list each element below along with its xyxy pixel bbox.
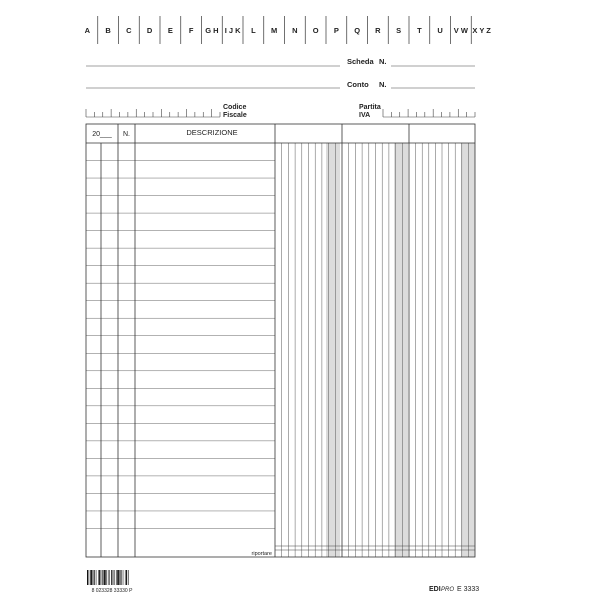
ledger-row-lines [86, 161, 275, 529]
barcode-bar [102, 570, 103, 585]
alphabet-tab[interactable]: P [333, 26, 339, 35]
barcode-bar [87, 570, 88, 585]
scheda-label: Scheda [347, 57, 374, 66]
partita-iva-boxes [383, 109, 475, 117]
year-header: 20___ [92, 131, 112, 138]
barcode-bar [126, 570, 127, 585]
barcode-bar [117, 570, 119, 585]
ledger-table [86, 124, 475, 557]
fiscale-label: Fiscale [223, 112, 247, 119]
conto-label: Conto [347, 80, 369, 89]
barcode-bar [109, 570, 110, 585]
shaded-column [461, 143, 475, 557]
shaded-column [326, 143, 340, 557]
alphabet-tab[interactable]: X Y Z [472, 26, 491, 35]
iva-label: IVA [359, 112, 371, 119]
shaded-column [394, 143, 408, 557]
barcode-bar [98, 570, 99, 585]
barcode-bar [99, 570, 100, 585]
barcode-bar [111, 570, 112, 585]
alphabet-tab[interactable]: V W [453, 26, 468, 35]
barcode-bar [121, 570, 122, 585]
barcode-bar [89, 570, 90, 585]
alphabet-tab[interactable]: M [271, 26, 278, 35]
barcode-bar [101, 570, 102, 585]
alphabet-tab[interactable]: N [292, 26, 298, 35]
description-header: DESCRIZIONE [186, 128, 238, 137]
alphabet-tab[interactable]: O [312, 26, 319, 35]
amount-digit-columns [282, 143, 469, 557]
alphabet-tab[interactable]: S [396, 26, 402, 35]
alphabet-tab[interactable]: L [251, 26, 256, 35]
alphabet-tab[interactable]: Q [354, 26, 361, 35]
barcode-bar [94, 570, 95, 585]
alphabet-tab[interactable]: R [375, 26, 381, 35]
codice-label: Codice [223, 104, 247, 111]
scheda-number-label: N. [379, 57, 387, 66]
alphabet-index [85, 16, 492, 44]
barcode-icon [87, 570, 129, 585]
alphabet-tab[interactable]: I J K [224, 26, 241, 35]
brand-suffix: PRO [441, 587, 455, 593]
partita-label: Partita [359, 104, 381, 111]
alphabet-tab[interactable]: G H [205, 26, 219, 35]
codice-fiscale-boxes [86, 109, 220, 117]
barcode-bar [96, 570, 97, 585]
table-frame [86, 124, 475, 557]
barcode-bar [104, 570, 106, 585]
barcode-digits: 8 023328 33330 P [91, 588, 133, 594]
barcode-bar [116, 570, 117, 585]
alphabet-tab[interactable]: E [167, 26, 173, 35]
barcode-bar [93, 570, 94, 585]
product-code: E 3333 [457, 586, 480, 593]
barcode-bar [128, 570, 129, 585]
alphabet-tab[interactable]: U [437, 26, 443, 35]
alphabet-tab[interactable]: C [126, 26, 132, 35]
number-header: N. [123, 131, 130, 138]
alphabet-tab[interactable]: F [188, 26, 194, 35]
conto-number-label: N. [379, 80, 387, 89]
alphabet-tab[interactable]: T [417, 26, 422, 35]
barcode-bar [90, 570, 92, 585]
barcode-bar [115, 570, 116, 585]
alphabet-tab[interactable]: B [105, 26, 111, 35]
barcode-bar [108, 570, 109, 585]
barcode-bar [113, 570, 114, 585]
alphabet-tab[interactable]: A [84, 26, 91, 35]
barcode-bar [123, 570, 124, 585]
barcode-bar [125, 570, 126, 585]
brand-logo: EDI [429, 586, 441, 593]
carry-over-label: riportare [251, 551, 272, 557]
alphabet-tab[interactable]: D [146, 26, 153, 35]
barcode-bar [119, 570, 120, 585]
barcode-bar [106, 570, 107, 585]
